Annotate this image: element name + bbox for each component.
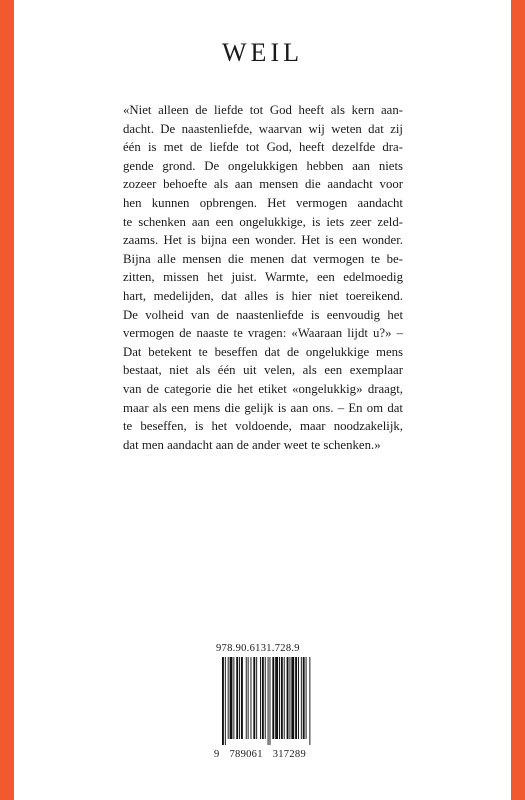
author-title: WEIL bbox=[222, 38, 303, 67]
blurb-line: zozeer behoefte als aan mensen die aandacht voor bbox=[123, 177, 403, 192]
barcode-bar bbox=[256, 657, 257, 739]
left-accent-border bbox=[0, 0, 14, 800]
barcode-bar bbox=[265, 657, 266, 739]
barcode-bar bbox=[268, 657, 269, 745]
blurb-line: zaams. Het is bijna een wonder. Het is een wonder. bbox=[123, 233, 403, 248]
barcode-bar bbox=[270, 657, 271, 745]
barcode-bar bbox=[236, 657, 238, 739]
blurb-line: één is met de liefde tot God, heeft dezelfde dra- bbox=[123, 140, 403, 155]
barcode-bar bbox=[246, 657, 247, 739]
barcode-bar bbox=[222, 657, 224, 745]
blurb-line: Bijna alle mensen die menen dat vermogen te be- bbox=[123, 251, 403, 266]
blurb-line: dacht. De naastenliefde, waarvan wij weten dat zij bbox=[123, 121, 403, 136]
barcode-bar bbox=[253, 657, 255, 739]
barcode-bar bbox=[260, 657, 261, 739]
blurb-line: maar als een mens die gelijk is aan ons. – En om dat bbox=[123, 400, 403, 415]
barcode-bar bbox=[275, 657, 278, 739]
barcode-bar bbox=[239, 657, 240, 739]
blurb-line: «Niet alleen de liefde tot God heeft als kern aan- bbox=[123, 103, 403, 117]
blurb-line: vermogen de naaste te vragen: «Waaraan lijdt u?» – bbox=[123, 326, 403, 341]
blurb-line: te beseffen, is het voldoende, maar noodzakelijk, bbox=[123, 419, 403, 434]
blurb-line: te schenken aan een ongelukkige, is iets zeer zeld- bbox=[123, 214, 403, 229]
barcode-number: 9 789061 317289 bbox=[214, 749, 306, 760]
barcode-bar bbox=[284, 657, 285, 739]
barcode-bar bbox=[251, 657, 252, 739]
blurb-line: van de categorie die het etiket «ongelukkig» draagt, bbox=[123, 381, 403, 396]
barcode-image bbox=[222, 657, 312, 745]
barcode-bar bbox=[309, 657, 310, 745]
barcode-bar bbox=[248, 657, 249, 739]
barcode-bar bbox=[262, 657, 264, 739]
barcode-bar bbox=[233, 657, 234, 739]
blurb-line: zitten, missen het juist. Warmte, een edelmoedig bbox=[123, 270, 403, 285]
blurb-line: gende grond. De ongelukkigen hebben aan niets bbox=[123, 158, 403, 173]
blurb-text bbox=[123, 101, 403, 454]
blurb-line: Dat betekent te beseffen dat de ongelukkige mens bbox=[123, 344, 403, 359]
blurb-line: De volheid van de naastenliefde is eenvoudig het bbox=[123, 307, 403, 322]
isbn-text: 978.90.6131.728.9 bbox=[216, 643, 300, 654]
barcode-bar bbox=[272, 657, 274, 739]
barcode-bar bbox=[241, 657, 243, 739]
barcode-bar bbox=[291, 657, 294, 739]
blurb-line: hen kunnen opbrengen. Het vermogen aandacht bbox=[123, 195, 403, 210]
barcode-bar bbox=[295, 657, 297, 739]
blurb-line: hart, medelijden, dat alles is hier niet toereikend. bbox=[123, 288, 403, 303]
blurb-line: bestaat, niet als één uit velen, als een exemplaar bbox=[123, 363, 403, 378]
barcode-bar bbox=[230, 657, 233, 739]
barcode-bar bbox=[281, 657, 283, 739]
blurb-line: dat men aandacht aan de ander weet te schenken.» bbox=[123, 437, 381, 452]
barcode-bar bbox=[225, 657, 226, 745]
barcode-bar bbox=[279, 657, 280, 739]
barcode-bar bbox=[287, 657, 289, 739]
barcode-bar bbox=[289, 657, 290, 739]
barcode-bar bbox=[306, 657, 307, 739]
barcode-bar bbox=[228, 657, 229, 739]
barcode-bar bbox=[301, 657, 302, 739]
barcode-bar bbox=[303, 657, 305, 739]
barcode-bar bbox=[298, 657, 299, 739]
right-accent-border bbox=[511, 0, 525, 800]
